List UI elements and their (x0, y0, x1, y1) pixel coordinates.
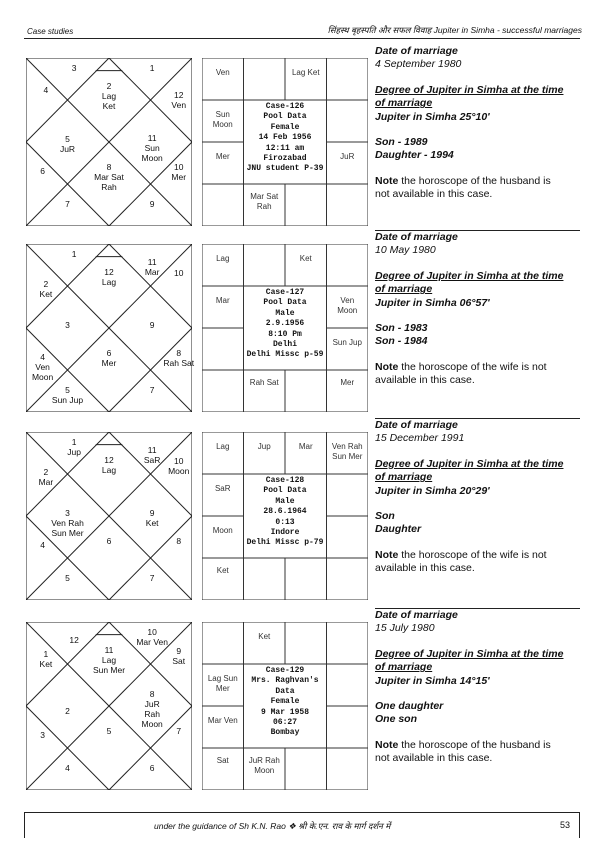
sign-cell-l2 (213, 110, 233, 130)
house-12 (171, 90, 186, 110)
sign-cell-r3 (300, 254, 312, 264)
planet-label: Lag (101, 465, 117, 476)
house-2 (39, 467, 54, 487)
house-number: 10 (147, 627, 157, 638)
house-3 (72, 63, 77, 73)
marriage-date: 15 December 1991 (375, 432, 465, 445)
case-number: Case-128 (265, 476, 305, 485)
planet-label: Mar (215, 296, 230, 306)
north-indian-chart (26, 432, 192, 600)
house-number: 12 (104, 267, 114, 278)
sign-cell-b2 (250, 378, 279, 388)
child-line: Son (375, 510, 395, 523)
note-line-cont: not available in this case. (375, 752, 493, 765)
birth-detail-line: Indore (270, 528, 300, 538)
house-number: 9 (149, 199, 155, 210)
planet-label: Ket (39, 658, 53, 669)
planet-label: Sun Jup (332, 338, 362, 348)
house-number: 2 (43, 278, 49, 289)
note-label: Note (375, 360, 399, 373)
planet-label: Mer (215, 152, 230, 162)
house-3 (40, 730, 45, 740)
marriage-date: 15 July 1980 (375, 622, 435, 635)
planet-label: Lag (216, 442, 230, 452)
birth-detail-line: Delhi Missc p-59 (246, 350, 324, 360)
house-number: 10 (173, 267, 184, 278)
planet-label: Ven Rah (331, 442, 363, 452)
planet-label: Mer (215, 684, 230, 694)
child-line: One son (375, 713, 418, 726)
planet-label: Lag Sun (207, 674, 238, 684)
marriage-details (375, 231, 580, 388)
house-7 (150, 385, 155, 395)
planet-label: Ket (299, 254, 312, 264)
house-number: 5 (65, 385, 70, 396)
planet-label: Sat (172, 655, 186, 666)
house-11 (144, 445, 161, 465)
north-indian-chart (26, 622, 192, 790)
birth-detail-line: Mrs. Raghvan's (251, 676, 319, 686)
house-number: 3 (40, 729, 45, 740)
planet-label: Lag (101, 655, 117, 666)
house-number: 3 (65, 507, 70, 518)
planet-label: Mer (171, 172, 187, 183)
marriage-details (375, 45, 580, 202)
planet-label: Ven (340, 296, 355, 306)
marriage-date: 4 September 1980 (375, 58, 462, 71)
case-number: Case-129 (265, 666, 305, 675)
planet-label: Ven (171, 99, 187, 110)
house-7 (65, 199, 70, 209)
planet-label: Lag (101, 91, 117, 102)
house-4 (32, 352, 53, 382)
note-label: Note (375, 738, 399, 751)
house-number: 12 (173, 89, 184, 100)
house-number: 3 (71, 63, 77, 74)
sign-cell-b2 (250, 192, 278, 212)
house-12 (102, 267, 116, 287)
house-6 (107, 536, 112, 546)
date-label: Date of marriage (375, 419, 458, 431)
house-2 (65, 706, 70, 716)
page-footer (24, 812, 580, 838)
planet-label: Sun Mer (332, 452, 363, 462)
house-4 (65, 763, 70, 773)
south-indian-chart (202, 58, 368, 226)
planet-label: Lag (216, 254, 230, 264)
house-4 (44, 85, 49, 95)
date-label: Date of marriage (375, 231, 458, 243)
house-6 (102, 348, 117, 368)
planet-label: Moon (212, 120, 233, 130)
house-number: 5 (65, 573, 70, 584)
planet-label: JuR (59, 143, 76, 154)
house-number: 4 (40, 539, 45, 550)
house-number: 11 (147, 445, 157, 456)
house-number: 4 (40, 351, 45, 362)
planet-label: JuR (144, 699, 160, 710)
house-number: 6 (40, 165, 45, 176)
birth-detail-line: Delhi (272, 340, 297, 350)
house-number: 11 (147, 257, 157, 268)
note-line-cont: not available in this case. (375, 188, 493, 201)
house-1 (150, 63, 155, 73)
house-number: 9 (149, 319, 155, 330)
birth-detail-line: Female (270, 697, 300, 707)
house-number: 6 (149, 763, 155, 774)
birth-detail-line: 0:13 (275, 517, 295, 527)
house-number: 7 (149, 573, 155, 584)
planet-label: Ket (102, 101, 116, 112)
sign-cell-r4 (332, 442, 363, 462)
planet-label: Sun Mer (51, 527, 84, 538)
sign-cell-r3 (292, 68, 320, 78)
note-label: Note (375, 548, 399, 561)
jupiter-degree: Jupiter in Simha 20°29' (375, 484, 490, 497)
south-indian-chart (202, 622, 368, 790)
note-line (375, 739, 580, 752)
planet-label: Moon (31, 371, 54, 382)
house-10 (136, 627, 168, 647)
planet-label: Mar Sat (250, 192, 279, 202)
sign-cell-b1 (217, 756, 229, 766)
planet-label: Sat (216, 756, 229, 766)
degree-label-cont: of marriage (375, 97, 433, 110)
planet-label: Rah (144, 709, 160, 720)
planet-label: Ket (216, 566, 229, 576)
house-number: 2 (65, 705, 70, 716)
jupiter-degree: Jupiter in Simha 14°15' (375, 674, 490, 687)
house-3 (65, 320, 70, 330)
case-number: Case-127 (265, 288, 305, 297)
child-line: One daughter (375, 700, 444, 713)
planet-label: Mar (298, 442, 313, 452)
house-3 (51, 508, 84, 538)
house-number: 9 (176, 645, 182, 656)
marriage-date: 10 May 1980 (375, 244, 436, 257)
sign-cell-r1 (216, 442, 229, 452)
house-5 (52, 385, 83, 405)
marriage-details (375, 609, 580, 766)
house-8 (163, 348, 194, 368)
planet-label: Moon (141, 153, 163, 164)
planet-label: Moon (212, 526, 233, 536)
sign-cell-l2 (208, 674, 238, 694)
house-number: 5 (65, 133, 70, 144)
sign-cell-rr3 (340, 152, 354, 162)
birth-detail-line: 9 Mar 1958 (260, 707, 309, 717)
sign-cell-l3 (213, 526, 233, 536)
house-8 (142, 689, 163, 729)
planet-label: JuR (340, 152, 355, 162)
sign-cell-l2 (215, 484, 231, 494)
birth-detail-line: 06:27 (272, 718, 297, 728)
sign-cell-rr3 (333, 338, 362, 348)
house-10 (174, 268, 183, 278)
house-9 (172, 646, 185, 666)
house-number: 8 (106, 162, 112, 173)
planet-label: SaR (214, 484, 231, 494)
house-2 (102, 81, 116, 111)
house-number: 8 (149, 689, 155, 700)
planet-label: Mar Sat (94, 172, 124, 183)
house-9 (150, 199, 155, 209)
degree-label: Degree of Jupiter in Simha at the time (375, 83, 564, 96)
planet-label: Lag Ket (291, 68, 320, 78)
planet-label: Ven Rah (51, 517, 84, 528)
house-number: 3 (65, 319, 70, 330)
house-number: 2 (106, 81, 112, 92)
house-12 (69, 635, 78, 645)
north-indian-chart (26, 58, 192, 226)
planet-label: Mer (101, 358, 117, 369)
house-11 (145, 257, 160, 277)
north-indian-chart (26, 244, 195, 412)
note-label: Note (375, 174, 399, 187)
birth-detail-line: 12:11 am (265, 143, 305, 153)
house-number: 7 (149, 385, 155, 396)
sign-cell-r2 (258, 442, 271, 452)
degree-label-cont: of marriage (375, 661, 433, 674)
planet-label: Moon (254, 766, 275, 776)
note-line (375, 175, 580, 188)
house-8 (94, 162, 124, 192)
house-10 (171, 162, 186, 182)
house-9 (150, 320, 155, 330)
case-number: Case-126 (265, 102, 305, 111)
sign-cell-b4 (340, 378, 354, 388)
sign-cell-b1 (217, 566, 229, 576)
birth-detail-line: Female (270, 122, 300, 132)
house-number: 1 (149, 63, 155, 74)
birth-detail-line: Pool Data (263, 298, 307, 308)
planet-label: SaR (143, 455, 161, 466)
house-number: 5 (106, 726, 112, 737)
note-line-cont: available in this case. (375, 374, 475, 387)
house-7 (150, 573, 155, 583)
house-5 (65, 573, 70, 583)
house-5 (60, 134, 75, 154)
planet-label: Ven (35, 361, 50, 372)
house-number: 10 (173, 162, 184, 173)
house-12 (102, 455, 116, 475)
degree-label: Degree of Jupiter in Simha at the time (375, 269, 564, 282)
house-number: 7 (65, 199, 70, 210)
sign-cell-r1 (216, 254, 229, 264)
birth-detail-line: Pool Data (263, 112, 307, 122)
house-number: 8 (176, 348, 182, 359)
house-number: 6 (106, 348, 112, 359)
note-text: the horoscope of the wife is not (398, 360, 547, 373)
house-number: 11 (147, 133, 157, 144)
planet-label: Ket (145, 517, 159, 528)
house-number: 1 (71, 437, 77, 448)
birth-details (243, 476, 327, 549)
planet-label: Lag (101, 277, 117, 288)
degree-label: Degree of Jupiter in Simha at the time (375, 647, 564, 660)
child-line: Son - 1983 (375, 322, 428, 335)
planet-label: Ket (39, 288, 53, 299)
planet-label: Moon (337, 306, 358, 316)
house-7 (176, 726, 181, 736)
page-number: 53 (559, 820, 570, 830)
house-11 (93, 645, 125, 675)
page-header-title: सिंहस्थ बृहस्पति और सफल विवाह Jupiter in Simha - successful marriages (327, 25, 582, 35)
house-number: 7 (176, 726, 182, 737)
birth-detail-line: 14 Feb 1956 (258, 133, 312, 143)
birth-detail-line: 8:10 Pm (268, 329, 302, 339)
planet-label: Rah Sat (249, 378, 279, 388)
birth-detail-line: 2.9.1956 (265, 319, 305, 329)
house-6 (150, 763, 155, 773)
degree-label-cont: of marriage (375, 283, 433, 296)
house-8 (176, 536, 181, 546)
birth-details (243, 666, 327, 739)
planet-label: Jup (67, 447, 81, 458)
birth-detail-line: Male (275, 496, 295, 506)
planet-label: Mar Ven (136, 637, 168, 648)
planet-label: Rah Sat (163, 358, 195, 369)
note-line-cont: available in this case. (375, 562, 475, 575)
section-label: Case studies (27, 27, 74, 36)
birth-detail-line: Male (275, 308, 295, 318)
planet-label: Rah (101, 182, 117, 193)
header-divider (24, 38, 580, 39)
child-line: Son - 1989 (375, 136, 428, 149)
date-label: Date of marriage (375, 609, 458, 621)
house-number: 8 (176, 536, 182, 547)
sign-cell-b2 (249, 756, 280, 776)
date-label: Date of marriage (375, 45, 458, 57)
birth-detail-line: Data (275, 686, 295, 696)
sign-cell-l2 (216, 296, 230, 306)
house-1 (67, 437, 81, 457)
birth-detail-line: 28.6.1964 (263, 507, 307, 517)
house-number: 10 (173, 455, 184, 466)
house-10 (168, 456, 189, 476)
house-number: 1 (71, 249, 77, 260)
sign-cell-l3 (208, 716, 238, 726)
birth-detail-line: Pool Data (263, 486, 307, 496)
child-line: Son - 1984 (375, 335, 428, 348)
note-line (375, 361, 580, 374)
marriage-details (375, 419, 580, 576)
house-number: 1 (43, 648, 49, 659)
south-indian-chart (202, 432, 368, 600)
house-number: 12 (104, 455, 114, 466)
birth-detail-line: Firozabad (263, 154, 307, 164)
planet-label: Mer (340, 378, 355, 388)
planet-label: JuR Rah (248, 756, 280, 766)
house-number: 9 (149, 507, 155, 518)
house-number: 11 (104, 645, 114, 656)
sign-cell-l3 (216, 152, 230, 162)
house-number: 12 (69, 635, 79, 646)
jupiter-degree: Jupiter in Simha 25°10' (375, 110, 490, 123)
birth-detail-line: Delhi Missc p-79 (246, 538, 324, 548)
note-text: the horoscope of the husband is (398, 174, 551, 187)
house-number: 6 (106, 536, 112, 547)
planet-label: Sun (215, 110, 230, 120)
planet-label: Mar (38, 476, 54, 487)
planet-label: Sun Mer (92, 665, 126, 676)
house-1 (72, 249, 77, 259)
birth-detail-line: Bombay (270, 728, 300, 738)
planet-label: Jup (257, 442, 271, 452)
planet-label: Rah (256, 202, 272, 212)
planet-label: Ket (258, 632, 271, 642)
house-2 (40, 279, 53, 299)
sign-cell-r3 (299, 442, 313, 452)
birth-details (243, 288, 327, 361)
house-1 (40, 649, 53, 669)
child-line: Daughter (375, 523, 422, 536)
house-5 (107, 726, 112, 736)
birth-detail-line: JNU student P-39 (246, 164, 324, 174)
house-number: 2 (43, 466, 49, 477)
degree-label: Degree of Jupiter in Simha at the time (375, 457, 564, 470)
house-11 (142, 133, 163, 163)
south-indian-chart (202, 244, 368, 412)
sign-cell-rr2 (337, 296, 357, 316)
house-4 (40, 540, 45, 550)
note-text: the horoscope of the husband is (398, 738, 551, 751)
house-6 (40, 166, 45, 176)
house-9 (146, 508, 159, 528)
planet-label: Moon (141, 719, 163, 730)
planet-label: Moon (168, 465, 190, 476)
jupiter-degree: Jupiter in Simha 06°57' (375, 296, 490, 309)
planet-label: Sun Jup (51, 395, 84, 406)
house-number: 4 (65, 763, 70, 774)
birth-details (243, 102, 327, 175)
planet-label: Mar Ven (207, 716, 238, 726)
note-text: the horoscope of the wife is not (398, 548, 547, 561)
degree-label-cont: of marriage (375, 471, 433, 484)
child-line: Daughter - 1994 (375, 149, 454, 162)
house-number: 4 (43, 84, 49, 95)
footer-text: under the guidance of Sh K.N. Rao ❖ श्री के.एन. राव के मार्ग दर्शन में (154, 821, 391, 831)
planet-label: Mar (144, 267, 160, 278)
sign-cell-r2 (258, 632, 270, 642)
planet-label: Sun (144, 143, 160, 154)
planet-label: Ven (215, 68, 230, 78)
sign-cell-r1 (216, 68, 230, 78)
note-line (375, 549, 580, 562)
